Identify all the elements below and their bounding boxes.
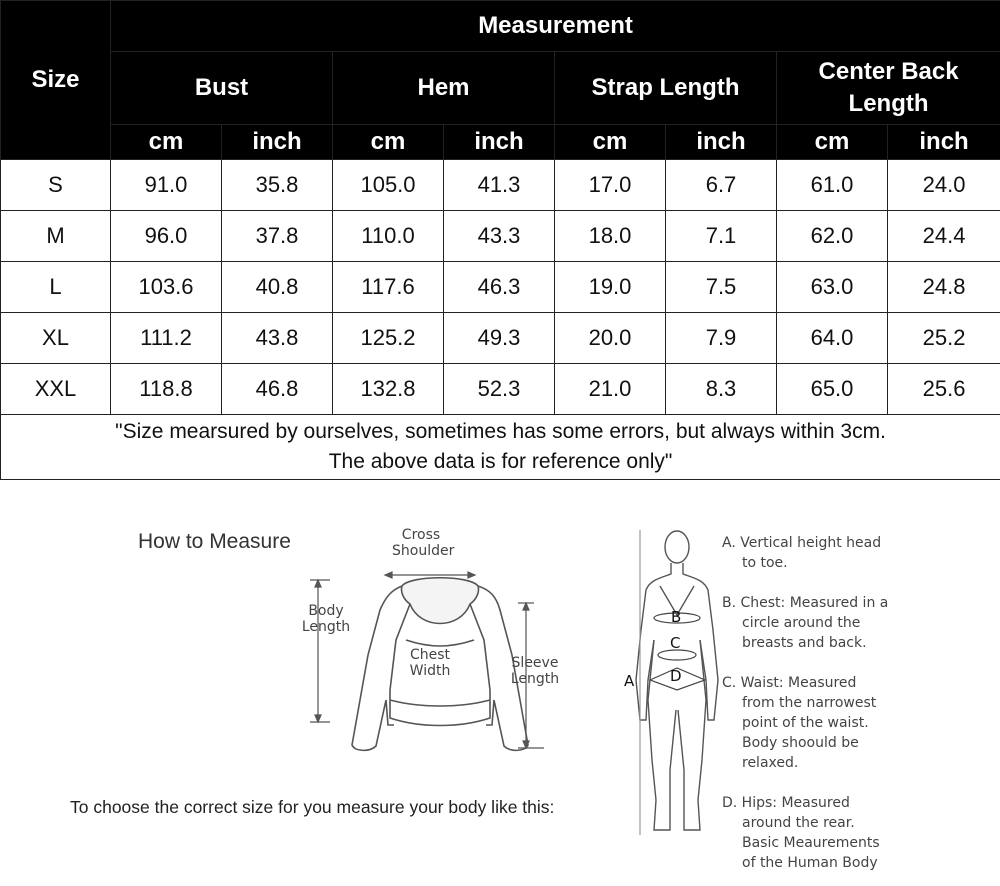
value-cell: 18.0 [555, 211, 666, 262]
value-cell: 19.0 [555, 262, 666, 313]
note-line-2: The above data is for reference only" [328, 450, 673, 473]
value-cell: 132.8 [333, 364, 444, 415]
value-cell: 105.0 [333, 160, 444, 211]
value-cell: 49.3 [444, 313, 555, 364]
value-cell: 43.8 [222, 313, 333, 364]
value-cell: 43.3 [444, 211, 555, 262]
legend-c [722, 673, 876, 773]
legend-d-line-1: D. Hips: Measured [722, 795, 850, 811]
value-cell: 7.5 [666, 262, 777, 313]
size-cell: S [1, 160, 111, 211]
unit-header: cm [333, 125, 444, 160]
sleeve-length-line-2: Length [510, 671, 560, 687]
how-to-measure-title: How to Measure [138, 530, 291, 553]
value-cell: 63.0 [777, 262, 888, 313]
choose-size-instruction: To choose the correct size for you measure your body like this: [70, 797, 555, 817]
value-cell: 41.3 [444, 160, 555, 211]
legend-d-line-4: of the Human Body [742, 855, 878, 871]
value-cell: 96.0 [111, 211, 222, 262]
value-cell: 20.0 [555, 313, 666, 364]
size-cell: XL [1, 313, 111, 364]
size-cell: M [1, 211, 111, 262]
value-cell: 125.2 [333, 313, 444, 364]
marker-b: B [671, 608, 682, 626]
body-length-line-1: Body [308, 603, 344, 619]
marker-a: A [624, 672, 635, 690]
value-cell: 8.3 [666, 364, 777, 415]
value-cell: 52.3 [444, 364, 555, 415]
measurement-header: Measurement [111, 1, 1000, 52]
note-line-1: "Size mearsured by ourselves, sometimes has some errors, but always within 3cm. [115, 420, 886, 443]
legend-b [722, 593, 888, 653]
unit-header: cm [555, 125, 666, 160]
unit-header: cm [111, 125, 222, 160]
legend-c-line-4: Body shoould be [742, 735, 859, 751]
bust-header: Bust [111, 52, 333, 125]
value-cell: 25.6 [888, 364, 1000, 415]
legend-a-line-1: A. Vertical height head [722, 535, 882, 551]
unit-header: cm [777, 125, 888, 160]
value-cell: 6.7 [666, 160, 777, 211]
value-cell: 65.0 [777, 364, 888, 415]
value-cell: 64.0 [777, 313, 888, 364]
legend-c-line-2: from the narrowest [742, 695, 877, 711]
legend-c-line-3: point of the waist. [742, 715, 869, 731]
value-cell: 46.8 [222, 364, 333, 415]
strap-length-header: Strap Length [555, 52, 777, 125]
center-back-length-label: Center Back Length [818, 58, 959, 117]
value-cell: 110.0 [333, 211, 444, 262]
value-cell: 111.2 [111, 313, 222, 364]
value-cell: 17.0 [555, 160, 666, 211]
legend-a [722, 533, 881, 573]
chest-width-line-1: Chest [409, 647, 451, 663]
value-cell: 7.1 [666, 211, 777, 262]
body-length-line-2: Length [301, 619, 351, 635]
marker-c: C [670, 634, 681, 652]
legend-b-line-1: B. Chest: Measured in a [722, 595, 889, 611]
value-cell: 7.9 [666, 313, 777, 364]
value-cell: 117.6 [333, 262, 444, 313]
legend-a-line-2: to toe. [742, 555, 788, 571]
legend-c-line-5: relaxed. [742, 755, 799, 771]
value-cell: 24.4 [888, 211, 1000, 262]
body-length-label [298, 603, 354, 635]
value-cell: 61.0 [777, 160, 888, 211]
legend-d-line-3: Basic Meaurements [742, 835, 880, 851]
value-cell: 118.8 [111, 364, 222, 415]
value-cell: 103.6 [111, 262, 222, 313]
value-cell: 21.0 [555, 364, 666, 415]
unit-header: inch [222, 125, 333, 160]
value-cell: 40.8 [222, 262, 333, 313]
unit-header: inch [666, 125, 777, 160]
cross-shoulder-label [392, 527, 455, 559]
legend-c-line-1: C. Waist: Measured [722, 675, 857, 691]
value-cell: 35.8 [222, 160, 333, 211]
legend-b-line-3: breasts and back. [742, 635, 867, 651]
size-cell: L [1, 262, 111, 313]
value-cell: 24.8 [888, 262, 1000, 313]
unit-header: inch [444, 125, 555, 160]
cross-shoulder-line-1: Cross [401, 527, 441, 543]
legend-d-line-2: around the rear. [742, 815, 855, 831]
size-column-header: Size [1, 1, 111, 160]
chest-width-label [402, 647, 458, 679]
value-cell: 46.3 [444, 262, 555, 313]
cross-shoulder-line-2: Shoulder [392, 543, 455, 559]
sleeve-length-label [506, 655, 564, 687]
marker-d: D [670, 667, 682, 685]
size-cell: XXL [1, 364, 111, 415]
value-cell: 91.0 [111, 160, 222, 211]
unit-header: inch [888, 125, 1000, 160]
value-cell: 37.8 [222, 211, 333, 262]
legend-d [722, 793, 880, 873]
sleeve-length-line-1: Sleeve [511, 655, 559, 671]
hem-header: Hem [333, 52, 555, 125]
value-cell: 24.0 [888, 160, 1000, 211]
value-cell: 25.2 [888, 313, 1000, 364]
legend-b-line-2: circle around the [742, 615, 861, 631]
chest-width-line-2: Width [409, 663, 451, 679]
value-cell: 62.0 [777, 211, 888, 262]
